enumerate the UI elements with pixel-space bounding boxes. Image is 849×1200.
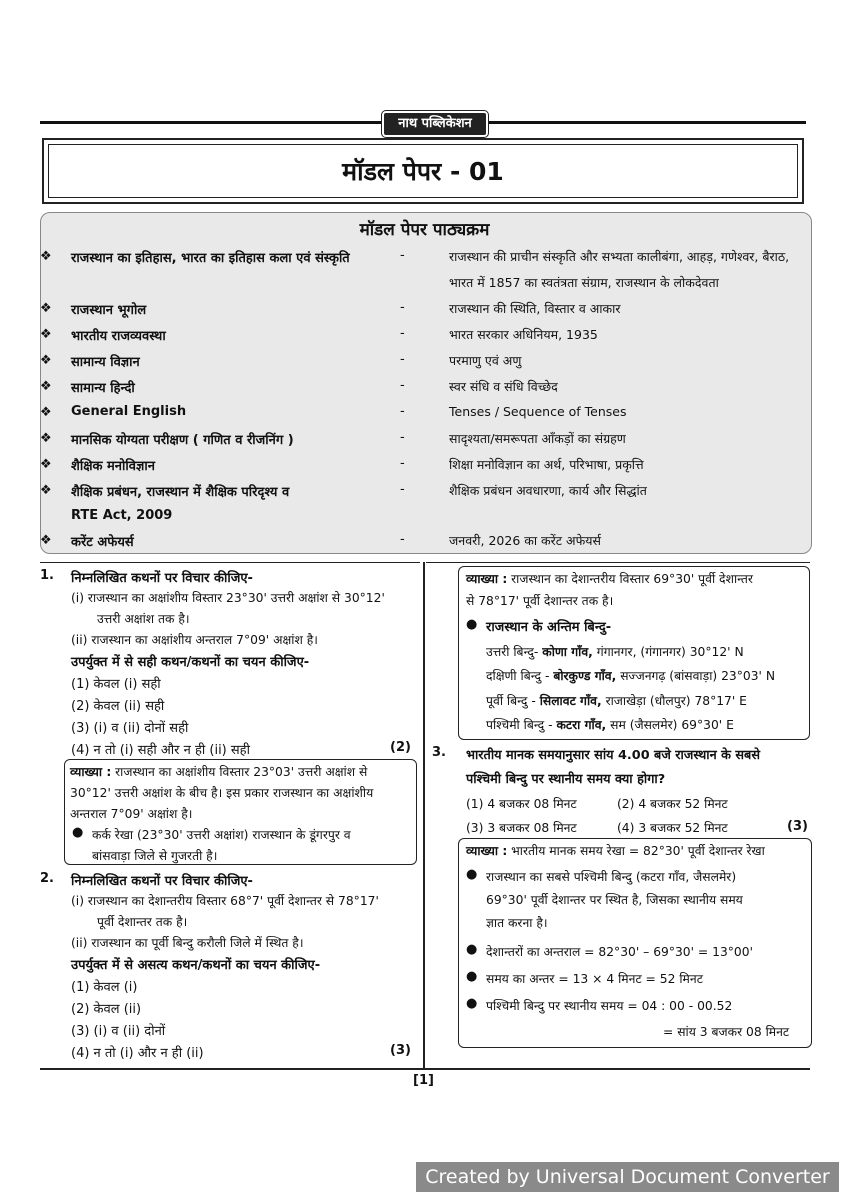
q2-point-south-village: बोरकुण्ड गाँव,: [553, 669, 617, 683]
diamond-bullet-icon: ❖: [40, 431, 52, 446]
q3-option-2: (2) 4 बजकर 52 मिनट: [617, 797, 728, 811]
syllabus-separator: -: [400, 482, 405, 497]
syllabus-subject: General English: [71, 404, 187, 419]
q2-point-east-village: सिलावट गाँव,: [539, 694, 602, 708]
diamond-bullet-icon: ❖: [40, 533, 52, 548]
q3-option-4: (4) 3 बजकर 52 मिनट: [617, 821, 728, 835]
content-top-rule-right: [426, 562, 810, 563]
q2-statement-1-cont: पूर्वी देशान्तर तक है।: [97, 915, 188, 929]
watermark-banner: Created by Universal Document Converter: [416, 1162, 839, 1192]
q3-bullet-2: देशान्तरों का अन्तराल = 82°30' – 69°30' = 13°00': [486, 945, 753, 959]
footer-rule: [40, 1068, 810, 1070]
bullet-dot-icon: ●: [466, 996, 478, 1011]
syllabus-separator: -: [400, 430, 405, 445]
q3-bullet-1-line-1: राजस्थान का सबसे पश्चिमी बिन्दु (कटरा गाँव, जैसलमेर): [486, 870, 737, 884]
q2-point-east-detail: राजाखेड़ा (धौलपुर) 78°17' E: [601, 694, 747, 708]
q1-explanation-line-1: [70, 763, 367, 780]
bullet-dot-icon: ●: [466, 867, 478, 882]
q2-point-south-detail: सज्जनगढ़ (बांसवाड़ा) 23°03' N: [616, 669, 776, 683]
q2-point-east-label: पूर्वी बिन्दु -: [486, 694, 540, 708]
q2-explanation-text-1: राजस्थान का देशान्तरीय विस्तार 69°30' पूर्वी देशान्तर: [507, 572, 753, 586]
bullet-dot-icon: ●: [72, 825, 84, 840]
syllabus-separator: -: [400, 456, 405, 471]
syllabus-separator: -: [400, 404, 405, 419]
q3-bullet-5: = सांय 3 बजकर 08 मिनट: [663, 1025, 790, 1039]
syllabus-separator: -: [400, 300, 405, 315]
page-title: मॉडल पेपर - 01: [342, 157, 504, 186]
syllabus-subject: शैक्षिक मनोविज्ञान: [71, 459, 155, 474]
diamond-bullet-icon: ❖: [40, 483, 52, 498]
syllabus-topic: राजस्थान की स्थिति, विस्तार व आकार: [449, 301, 621, 316]
q2-point-south-label: दक्षिणी बिन्दु -: [486, 669, 554, 683]
syllabus-topic: परमाणु एवं अणु: [449, 353, 522, 368]
q2-option-3: (3) (i) व (ii) दोनों: [71, 1024, 166, 1039]
syllabus-topic: स्वर संधि व संधि विच्छेद: [449, 379, 558, 394]
diamond-bullet-icon: ❖: [40, 457, 52, 472]
q3-option-3: (3) 3 बजकर 08 मिनट: [466, 821, 577, 835]
q3-number: 3.: [432, 745, 446, 760]
syllabus-topic: सादृश्यता/समरूपता आँकड़ों का संग्रहण: [449, 431, 626, 446]
q1-explanation-line-4: कर्क रेखा (23°30' उत्तरी अक्षांश) राजस्थान के डूंगरपुर व: [92, 828, 351, 842]
q3-option-1: (1) 4 बजकर 08 मिनट: [466, 797, 577, 811]
q2-point-north: [486, 643, 744, 660]
q2-point-west-detail: सम (जैसलमेर) 69°30' E: [606, 718, 734, 732]
q2-statement-1: (i) राजस्थान का देशान्तरीय विस्तार 68°7' पूर्वी देशान्तर से 78°17': [71, 894, 379, 908]
publisher-badge: नाथ पब्लिकेशन: [382, 111, 488, 137]
syllabus-subject: मानसिक योग्यता परीक्षण ( गणित व रीजनिंग ): [71, 433, 294, 448]
syllabus-topic-cont: भारत में 1857 का स्वतंत्रता संग्राम, राजस्थान के लोकदेवता: [449, 275, 719, 290]
syllabus-subject-cont: RTE Act, 2009: [71, 508, 173, 523]
q1-ask: उपर्युक्त में से सही कथन/कथनों का चयन कीजिए-: [71, 655, 310, 670]
q2-stem: निम्नलिखित कथनों पर विचार कीजिए-: [71, 874, 253, 889]
q1-statement-1-cont: उत्तरी अक्षांश तक है।: [97, 612, 190, 626]
q2-explanation-line-2: से 78°17' पूर्वी देशान्तर तक है।: [466, 594, 614, 608]
title-box: [42, 138, 804, 204]
syllabus-separator: -: [400, 352, 405, 367]
q1-stem: निम्नलिखित कथनों पर विचार कीजिए-: [71, 571, 253, 586]
q3-bullet-3: समय का अन्तर = 13 × 4 मिनट = 52 मिनट: [486, 972, 703, 986]
q2-point-east: [486, 692, 747, 709]
page-number: [1]: [413, 1073, 434, 1088]
diamond-bullet-icon: ❖: [40, 249, 52, 264]
syllabus-topic: जनवरी, 2026 का करेंट अफेयर्स: [449, 533, 601, 548]
q2-number: 2.: [40, 871, 54, 886]
q2-option-4: (4) न तो (i) और न ही (ii): [71, 1046, 204, 1061]
q1-number: 1.: [40, 568, 54, 583]
q2-explanation-label: व्याख्या :: [466, 572, 508, 586]
q2-ask: उपर्युक्त में से असत्य कथन/कथनों का चयन कीजिए-: [71, 958, 321, 973]
q1-explanation-line-2: 30°12' उत्तरी अक्षांश के बीच है। इस प्रकार राजस्थान का अक्षांशीय: [70, 786, 374, 800]
column-divider: [423, 562, 425, 1070]
q3-stem-line-1: भारतीय मानक समयानुसार सांय 4.00 बजे राजस्थान के सबसे: [466, 748, 761, 763]
q2-option-1: (1) केवल (i): [71, 980, 138, 995]
q1-explanation-text-1: राजस्थान का अक्षांशीय विस्तार 23°03' उत्तरी अक्षांश से: [111, 765, 368, 779]
q1-explanation-line-3: अन्तराल 7°09' अक्षांश है।: [70, 807, 193, 821]
q1-statement-1: (i) राजस्थान का अक्षांशीय विस्तार 23°30' उत्तरी अक्षांश से 30°12': [71, 591, 385, 605]
syllabus-separator: -: [400, 378, 405, 393]
syllabus-subject: करेंट अफेयर्स: [71, 535, 134, 550]
q2-point-west-village: कटरा गाँव,: [556, 718, 607, 732]
syllabus-topic: शैक्षिक प्रबंधन अवधारणा, कार्य और सिद्धांत: [449, 483, 647, 498]
syllabus-topic: भारत सरकार अधिनियम, 1935: [449, 327, 598, 342]
q1-option-4: (4) न तो (i) सही और न ही (ii) सही: [71, 743, 250, 758]
q1-explanation-label: व्याख्या :: [70, 765, 112, 779]
q1-statement-2: (ii) राजस्थान का अक्षांशीय अन्तराल 7°09' अक्षांश है।: [71, 633, 318, 647]
q2-point-west: [486, 716, 734, 733]
q3-explanation-text-1: भारतीय मानक समय रेखा = 82°30' पूर्वी देशान्तर रेखा: [507, 844, 765, 858]
bullet-dot-icon: ●: [466, 942, 478, 957]
syllabus-subject: सामान्य हिन्दी: [71, 381, 135, 396]
syllabus-subject: भारतीय राजव्यवस्था: [71, 329, 166, 344]
syllabus-separator: -: [400, 248, 405, 263]
q3-explanation-label: व्याख्या :: [466, 844, 508, 858]
bullet-dot-icon: ●: [466, 969, 478, 984]
bullet-dot-icon: ●: [466, 617, 478, 632]
q2-point-south: [486, 667, 775, 684]
syllabus-subject: राजस्थान का इतिहास, भारत का इतिहास कला एवं संस्कृति: [71, 251, 350, 266]
syllabus-subject: शैक्षिक प्रबंधन, राजस्थान में शैक्षिक परिदृश्य व: [71, 485, 290, 500]
diamond-bullet-icon: ❖: [40, 327, 52, 342]
content-top-rule: [40, 562, 420, 563]
diamond-bullet-icon: ❖: [40, 301, 52, 316]
diamond-bullet-icon: ❖: [40, 405, 52, 420]
q3-stem-line-2: पश्चिमी बिन्दु पर स्थानीय समय क्या होगा?: [466, 772, 666, 787]
syllabus-topic: शिक्षा मनोविज्ञान का अर्थ, परिभाषा, प्रकृत्ति: [449, 457, 644, 472]
q1-answer: (2): [390, 740, 411, 755]
q2-option-2: (2) केवल (ii): [71, 1002, 142, 1017]
q2-point-north-label: उत्तरी बिन्दु-: [486, 645, 543, 659]
q1-option-1: (1) केवल (i) सही: [71, 677, 161, 692]
syllabus-separator: -: [400, 326, 405, 341]
q3-explanation-line-1: [466, 842, 765, 859]
diamond-bullet-icon: ❖: [40, 353, 52, 368]
q2-statement-2: (ii) राजस्थान का पूर्वी बिन्दु करौली जिले में स्थित है।: [71, 936, 304, 950]
q3-answer: (3): [787, 819, 808, 834]
q1-option-3: (3) (i) व (ii) दोनों सही: [71, 721, 189, 736]
q3-bullet-4: पश्चिमी बिन्दु पर स्थानीय समय = 04 : 00 - 00.52: [486, 999, 733, 1013]
syllabus-separator: -: [400, 532, 405, 547]
syllabus-topic: Tenses / Sequence of Tenses: [449, 404, 627, 419]
syllabus-subject: राजस्थान भूगोल: [71, 303, 147, 318]
q1-explanation-line-5: बांसवाड़ा जिले से गुजरती है।: [92, 849, 218, 863]
q2-point-north-detail: गंगानगर, (गंगानगर) 30°12' N: [592, 645, 744, 659]
q2-points-heading: राजस्थान के अन्तिम बिन्दु-: [486, 620, 612, 635]
q3-bullet-1-line-2: 69°30' पूर्वी देशान्तर पर स्थित है, जिसका स्थानीय समय: [486, 893, 743, 907]
q2-explanation-line-1: [466, 570, 753, 587]
syllabus-topic: राजस्थान की प्राचीन संस्कृति और सभ्यता कालीबंगा, आहड़, गणेश्वर, बैराठ,: [449, 249, 790, 264]
q2-point-north-village: कोणा गाँव,: [542, 645, 593, 659]
q2-answer: (3): [390, 1043, 411, 1058]
diamond-bullet-icon: ❖: [40, 379, 52, 394]
syllabus-heading: मॉडल पेपर पाठ्यक्रम: [359, 220, 490, 240]
syllabus-subject: सामान्य विज्ञान: [71, 355, 140, 370]
q1-option-2: (2) केवल (ii) सही: [71, 699, 165, 714]
q3-bullet-1-line-3: ज्ञात करना है।: [486, 916, 548, 930]
q2-point-west-label: पश्चिमी बिन्दु -: [486, 718, 557, 732]
